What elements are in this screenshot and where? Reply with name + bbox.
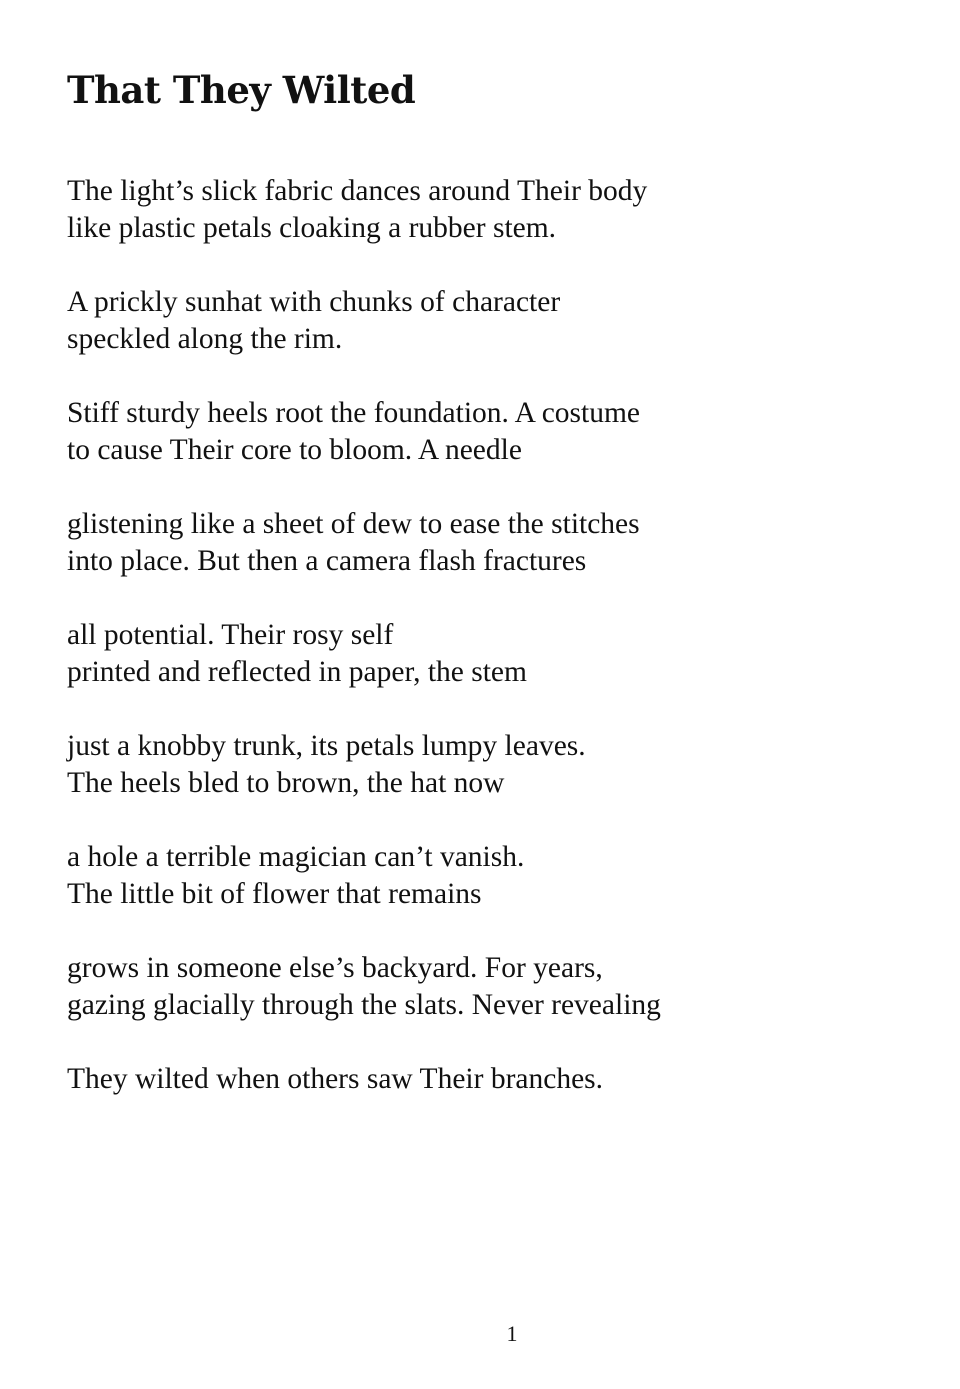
stanza-1 [67,173,887,247]
poem-line: grows in someone else’s backyard. For years, [67,952,603,984]
stanza-7 [67,839,887,913]
poem-line: glistening like a sheet of dew to ease the stitches [67,508,640,540]
poem-body [67,173,887,1135]
page-number: 1 [506,1321,518,1346]
stanza-2 [67,284,887,358]
poem-line: printed and reflected in paper, the stem [67,656,527,688]
poem-line: The light’s slick fabric dances around Their body [67,175,648,207]
stanza-8 [67,950,887,1024]
stanza-3 [67,395,887,469]
stanza-4 [67,506,887,580]
poem-line: gazing glacially through the slats. Never revealing [67,989,661,1021]
poem-line: into place. But then a camera flash fractures [67,545,587,577]
poem-line: Stiff sturdy heels root the foundation. A costume [67,397,641,429]
stanza-5 [67,617,887,691]
poem-line: The little bit of flower that remains [67,878,482,910]
poem-line: They wilted when others saw Their branches. [67,1063,604,1095]
poem-title: That They Wilted [67,68,416,112]
poem-line: A prickly sunhat with chunks of character [67,286,561,318]
poem-line: The heels bled to brown, the hat now [67,767,505,799]
poem-line: just a knobby trunk, its petals lumpy leaves. [67,730,586,762]
poem-line: all potential. Their rosy self [67,619,394,651]
poem-line: to cause Their core to bloom. A needle [67,434,522,466]
stanza-6 [67,728,887,802]
poem-line: speckled along the rim. [67,323,343,355]
poem-line: like plastic petals cloaking a rubber stem. [67,212,557,244]
stanza-9 [67,1061,887,1098]
poem-line: a hole a terrible magician can’t vanish. [67,841,525,873]
